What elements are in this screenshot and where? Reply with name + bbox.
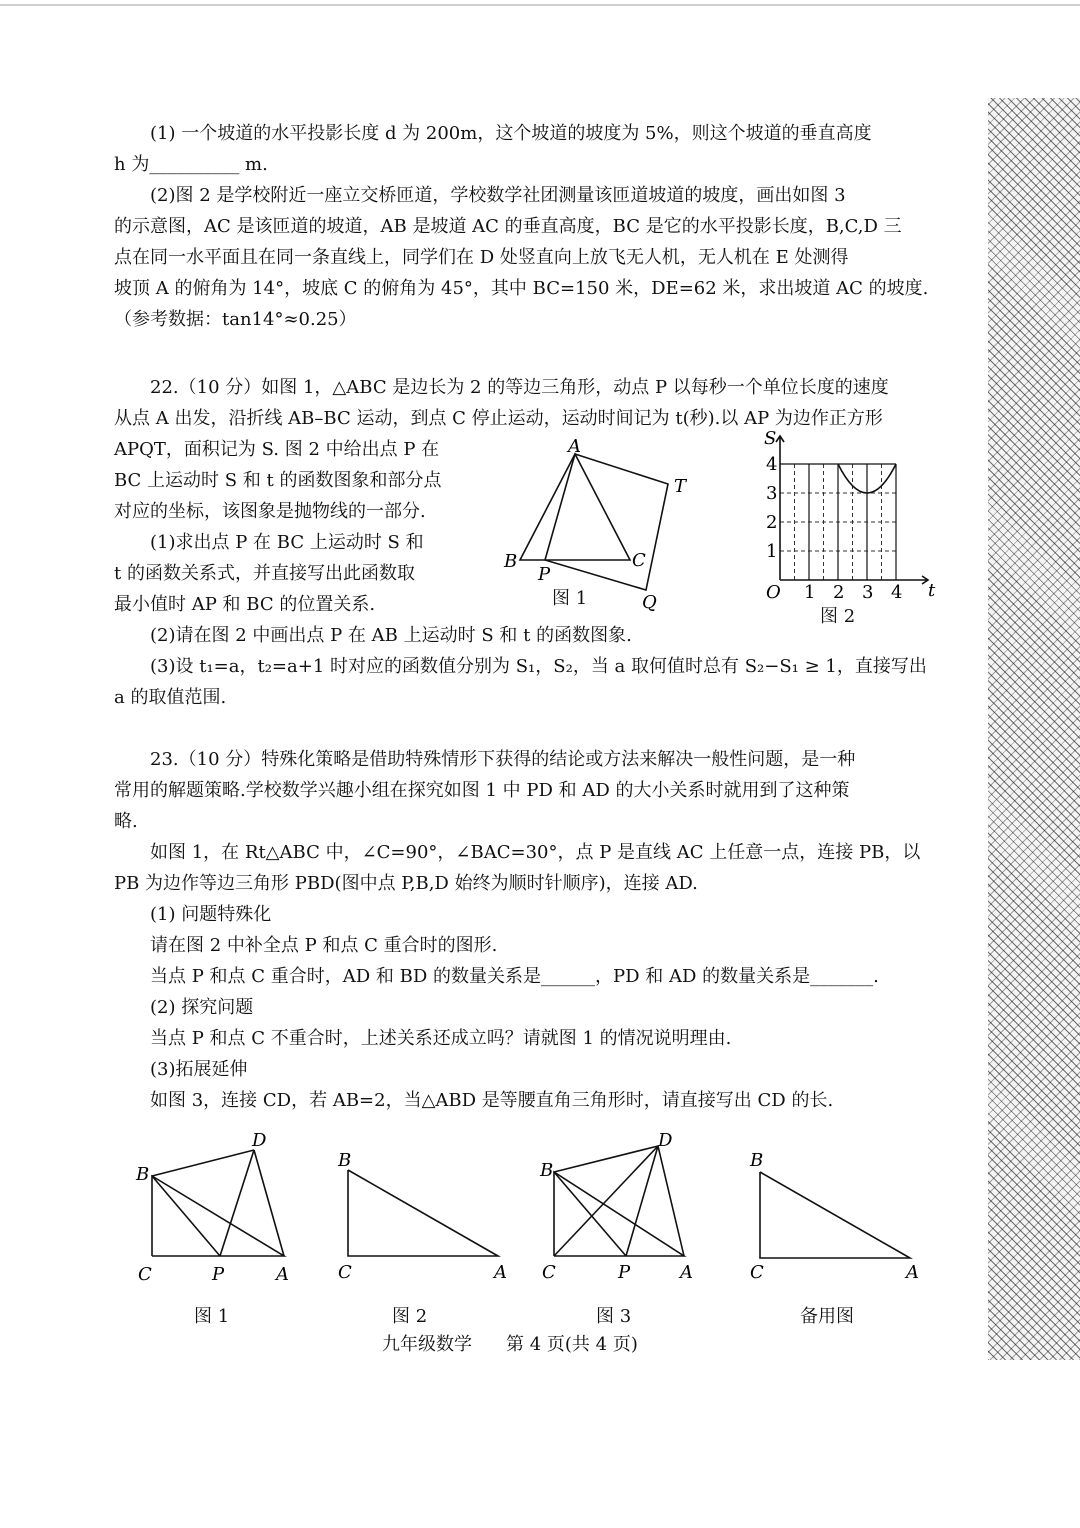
f3-label-d: D <box>658 1130 673 1151</box>
q22-figure-1 <box>490 432 710 612</box>
f4-label-c: C <box>750 1262 764 1283</box>
f1-label-a: A <box>276 1264 289 1285</box>
square-apqt <box>545 454 668 590</box>
q21-part2-line3: 点在同一水平面且在同一条直线上，同学们在 D 处竖直向上放飞无人机，无人机在 E 处测得 <box>114 247 849 268</box>
q21-part1-line1: (1) 一个坡道的水平投影长度 d 为 200m，这个坡道的坡度为 5%，则这个坡道的垂直高度 <box>150 123 872 144</box>
q23-line8: 当点 P 和点 C 重合时，AD 和 BD 的数量关系是______，PD 和 AD 的数量关系是_______. <box>150 966 879 987</box>
label-t: T <box>674 476 687 497</box>
q23-figure-3 <box>530 1128 710 1288</box>
xtick-1: 1 <box>804 582 816 603</box>
f1-label-b: B <box>136 1164 150 1185</box>
q22-line4: BC 上运动时 S 和 t 的函数图象和部分点 <box>114 470 442 491</box>
f1-label-p: P <box>212 1264 225 1285</box>
label-c: C <box>632 550 646 571</box>
f3-label-c: C <box>542 1262 556 1283</box>
triangle-abc <box>520 454 630 560</box>
xtick-3: 3 <box>862 582 874 603</box>
question-22-left-text <box>114 434 494 620</box>
q22-figure-1-caption: 图 1 <box>552 588 588 609</box>
q23-line3: 略. <box>114 811 138 832</box>
f2-label-a: A <box>494 1262 507 1283</box>
ytick-2: 2 <box>766 512 778 533</box>
axis-t-label: t <box>928 580 936 601</box>
label-a: A <box>568 436 581 457</box>
q22-line10: (3)设 t₁=a，t₂=a+1 时对应的函数值分别为 S₁，S₂，当 a 取何值时总有 S₂−S₁ ≥ 1，直接写出 <box>150 656 927 677</box>
q22-line8: 最小值时 AP 和 BC 的位置关系. <box>114 594 376 615</box>
q23-line10: 当点 P 和点 C 不重合时，上述关系还成立吗？请就图 1 的情况说明理由. <box>150 1028 732 1049</box>
q22-line6: (1)求出点 P 在 BC 上运动时 S 和 <box>150 532 424 553</box>
f1-label-d: D <box>252 1130 267 1151</box>
f3-label-p: P <box>618 1262 631 1283</box>
q22-line11: a 的取值范围. <box>114 687 227 708</box>
page-footer <box>382 1330 672 1356</box>
f3-label-a: A <box>680 1262 693 1283</box>
q23-figure-3-caption: 图 3 <box>596 1306 632 1327</box>
q23-backup-figure <box>740 1142 930 1292</box>
q22-line1: 22.（10 分）如图 1，△ABC 是边长为 2 的等边三角形，动点 P 以每秒一个单位长度的速度 <box>150 377 889 398</box>
q23-line11: (3)拓展延伸 <box>150 1059 248 1080</box>
q22-line2: 从点 A 出发，沿折线 AB–BC 运动，到点 C 停止运动，运动时间记为 t(秒).以 AP 为边作正方形 <box>114 408 883 429</box>
q22-line7: t 的函数关系式，并直接写出此函数取 <box>114 563 415 584</box>
q22-line5: 对应的坐标，该图象是抛物线的一部分. <box>114 501 426 522</box>
question-22-intro <box>114 372 944 434</box>
q21-part2-line2: 的示意图，AC 是该匝道的坡道，AB 是坡道 AC 的垂直高度，BC 是它的水平投影长度，B,C,D 三 <box>114 216 902 237</box>
question-22-parts <box>114 620 944 713</box>
ytick-3: 3 <box>766 483 778 504</box>
ytick-1: 1 <box>766 541 778 562</box>
f2-label-c: C <box>338 1262 352 1283</box>
q21-part1-line2: h 为__________ m. <box>114 154 268 175</box>
q21-reference-data: （参考数据：tan14°≈0.25） <box>114 309 357 330</box>
q23-line5: PB 为边作等边三角形 PBD(图中点 P,B,D 始终为顺时针顺序)，连接 AD. <box>114 873 698 894</box>
footer-page-number: 第 4 页(共 4 页) <box>506 1334 638 1355</box>
f2-label-b: B <box>338 1150 352 1171</box>
q23-figure-2 <box>330 1140 520 1290</box>
q22-figure-2-graph <box>760 428 950 603</box>
origin-label: O <box>766 582 781 603</box>
q23-line4: 如图 1，在 Rt△ABC 中，∠C=90°，∠BAC=30°，点 P 是直线 AC 上任意一点，连接 PB，以 <box>150 842 921 863</box>
q23-line12: 如图 3，连接 CD，若 AB=2，当△ABD 是等腰直角三角形时，请直接写出 CD 的长. <box>150 1090 834 1111</box>
q23-figure-2-caption: 图 2 <box>392 1306 428 1327</box>
label-b: B <box>504 551 518 572</box>
ytick-4: 4 <box>766 454 778 475</box>
q22-figure-2-caption: 图 2 <box>820 606 856 627</box>
question-21 <box>114 118 944 335</box>
q22-line9: (2)请在图 2 中画出点 P 在 AB 上运动时 S 和 t 的函数图象. <box>150 625 632 646</box>
q23-line9: (2) 探究问题 <box>150 997 254 1018</box>
question-23 <box>114 744 944 1116</box>
axis-s-label: S <box>764 428 777 449</box>
q23-line2: 常用的解题策略.学校数学兴趣小组在探究如图 1 中 PD 和 AD 的大小关系时就用到了这种策 <box>114 780 850 801</box>
label-q: Q <box>642 592 657 612</box>
q23-figure-1-caption: 图 1 <box>194 1306 230 1327</box>
q22-line3: APQT，面积记为 S. 图 2 中给出点 P 在 <box>114 439 440 460</box>
label-p: P <box>538 564 551 585</box>
f1-label-c: C <box>138 1264 152 1285</box>
scan-top-edge <box>0 4 1080 6</box>
scan-binding-strip <box>988 98 1080 1360</box>
q21-part2-line1: (2)图 2 是学校附近一座立交桥匝道，学校数学社团测量该匝道坡道的坡度，画出如图 3 <box>150 185 846 206</box>
f4-label-a: A <box>906 1262 919 1283</box>
q23-line7: 请在图 2 中补全点 P 和点 C 重合时的图形. <box>150 935 498 956</box>
xtick-4: 4 <box>891 582 903 603</box>
q21-part2-line4: 坡顶 A 的俯角为 14°，坡底 C 的俯角为 45°，其中 BC=150 米，DE=62 米，求出坡道 AC 的坡度. <box>114 278 929 299</box>
q23-line6: (1) 问题特殊化 <box>150 904 272 925</box>
f4-label-b: B <box>750 1150 764 1171</box>
f3-label-b: B <box>540 1160 554 1181</box>
q23-backup-figure-caption: 备用图 <box>800 1306 854 1327</box>
q23-line1: 23.（10 分）特殊化策略是借助特殊情形下获得的结论或方法来解决一般性问题，是一种 <box>150 749 856 770</box>
q23-figure-1 <box>128 1128 308 1288</box>
footer-subject: 九年级数学 <box>382 1334 472 1355</box>
xtick-2: 2 <box>833 582 845 603</box>
